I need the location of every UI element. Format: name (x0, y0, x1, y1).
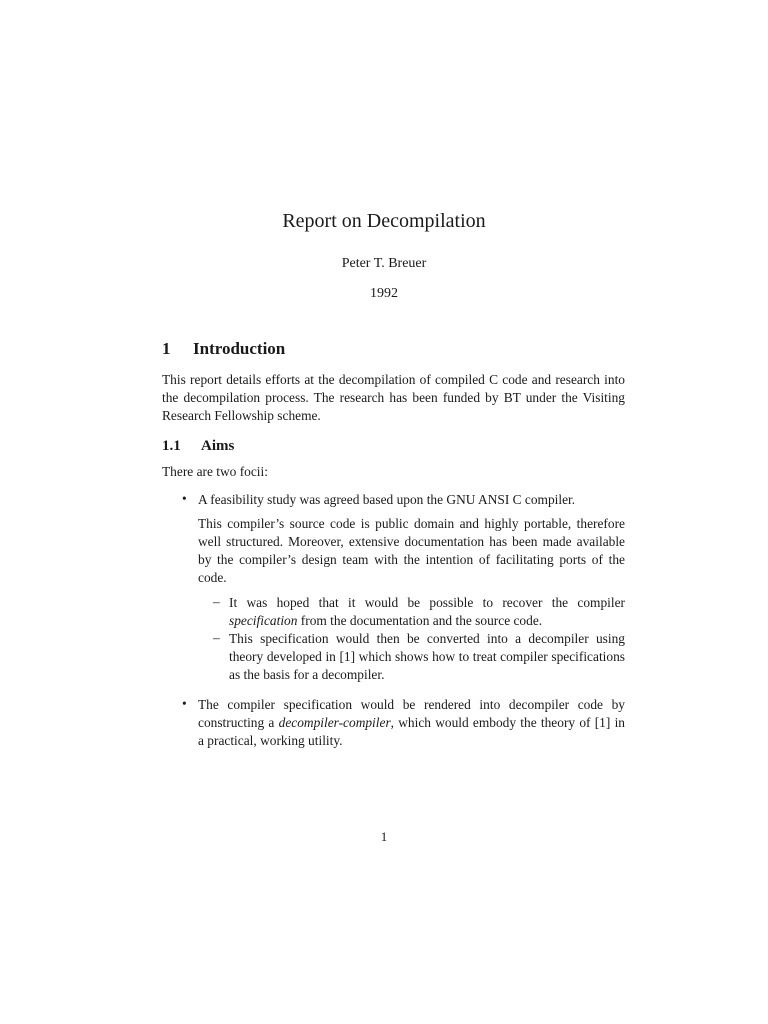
section-number: 1 (162, 339, 171, 358)
section-title: Introduction (193, 339, 286, 358)
dash-marker: – (213, 594, 220, 609)
document-title: Report on Decompilation (282, 210, 486, 232)
intro-paragraph: This report details efforts at the decompilation of compiled C code and research into the decompilation process. The research has been funded by BT under the Visiting Research Fellowship scheme. (162, 372, 625, 423)
sublist-item-specification (229, 594, 625, 630)
sublist-text: It was hoped that it would be possible to recover the compiler (229, 595, 625, 610)
list-item-feasibility: A feasibility study was agreed based upon the GNU ANSI C compiler. (198, 492, 576, 507)
document-date: 1992 (370, 286, 398, 301)
list-item-feasibility-detail: This compiler’s source code is public domain and highly portable, therefore well structured. Moreover, extensive documentation has been made available by the compiler’s design team with the intention of facilitating ports of the code. (198, 516, 625, 585)
bullet-marker: • (182, 491, 187, 506)
aims-lead-paragraph: There are two focii: (162, 464, 268, 479)
subsection-number: 1.1 (162, 438, 181, 454)
document-author: Peter T. Breuer (341, 256, 427, 271)
subsection-heading-aims (162, 438, 234, 455)
list-text: , which would embody the theory of [1] in a practical, working utility. (198, 715, 625, 748)
bullet-marker: • (182, 696, 187, 711)
section-heading-introduction (162, 339, 285, 359)
list-item-decompiler-compiler (198, 696, 625, 750)
list-text: The compiler specification would be rendered into decompiler code by constructing a (198, 697, 625, 730)
emphasis-decompiler-compiler: decompiler-compiler (278, 715, 391, 730)
sublist-text: from the documentation and the source code. (297, 613, 543, 628)
dash-marker: – (213, 630, 220, 645)
subsection-title: Aims (201, 438, 235, 454)
page-number: 1 (380, 829, 388, 844)
sublist-item-conversion: This specification would then be converted into a decompiler using theory developed in [1] which shows how to treat compiler specifications as the basis for a decompiler. (229, 631, 625, 682)
emphasis-specification: specification (229, 613, 298, 628)
